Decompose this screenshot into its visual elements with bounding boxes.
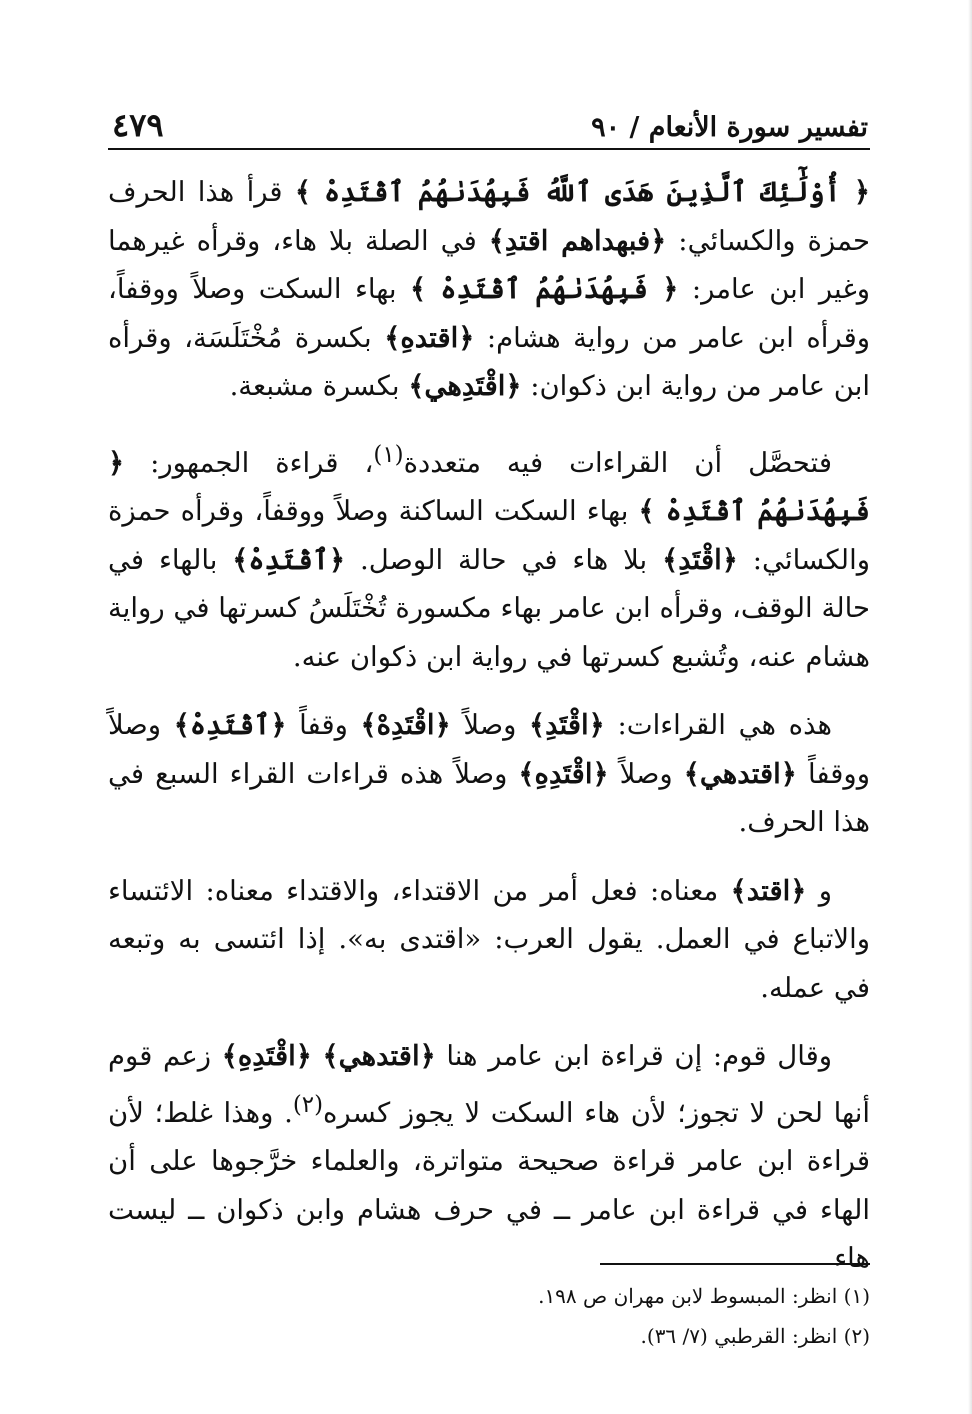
quran-reading: ﴿اقتدهي﴾	[322, 1040, 436, 1073]
text-run	[312, 1040, 323, 1072]
quran-reading: ﴿اقْتَدِهْ﴾	[360, 709, 451, 742]
text-run: فتحصَّل أن القراءات فيه متعددة	[403, 446, 833, 479]
running-header	[108, 104, 870, 150]
footnote-marker: (٢)	[292, 1091, 324, 1118]
quran-reading: ﴿اقْتَدِ﴾	[529, 709, 605, 742]
text-run: وصلاً	[450, 709, 530, 742]
text-run: وصلاً ووقفاً	[108, 709, 870, 790]
text-run: بهاء السكت الساكنة وصلاً ووقفاً، وقرأه حمزة والكسائي:	[108, 495, 870, 576]
text-run: في الصلة بلا هاء، وقرأه غيرهما وغير ابن عامر:	[108, 224, 870, 305]
footnotes	[108, 1276, 870, 1356]
quran-reading: ﴿اقْتَدِهِ﴾	[518, 757, 609, 790]
paragraph	[108, 431, 870, 682]
quran-reading: ﴿ أُوْلَٰٓئِكَ ٱلَّذِينَ هَدَى ٱللَّهُ فَبِهُدَىٰهُمُ ٱقْتَدِهْ ﴾	[294, 176, 870, 208]
footnote-1: (١) انظر: المبسوط لابن مهران ص ١٩٨.	[538, 1284, 870, 1308]
quran-reading: ﴿اقتدهي﴾	[683, 757, 797, 790]
quran-reading: ﴿فبهداهم اقتدِ﴾	[488, 224, 667, 257]
page-number: ٤٧٩	[112, 106, 164, 144]
text-run: وقفاً	[286, 709, 361, 742]
quran-reading: ﴿اقتد﴾	[730, 874, 807, 907]
paragraph	[108, 168, 870, 411]
text-run: هذه هي القراءات:	[604, 709, 833, 742]
footnote-2: (٢) انظر: القرطبي (٧/ ٣٦).	[640, 1324, 870, 1348]
footnote-marker: (١)	[373, 441, 404, 468]
scan-edge-shadow	[968, 0, 972, 1414]
text-run: بكسرة مُخْتَلَسَة، وقرأه ابن عامر من رواية ابن ذكوان:	[108, 321, 870, 402]
quran-reading: ﴿اقْتَدِ﴾	[662, 543, 738, 576]
quran-reading: ﴿ فَبِهُدَىٰهُمُ ٱقْتَدِهْ ﴾	[410, 273, 679, 305]
body-text	[108, 168, 870, 1303]
quran-reading: ﴿ٱقْتَدِهْ﴾	[232, 543, 346, 576]
footnote-divider	[600, 1263, 870, 1265]
quran-reading: ﴿اقْتَدِهِ﴾	[221, 1040, 312, 1073]
text-run: وصلاً	[608, 757, 684, 790]
quran-reading: ﴿اقْتَدِهي﴾	[408, 370, 522, 402]
paragraph	[108, 867, 870, 1013]
text-run: ، قراءة الجمهور:	[124, 446, 374, 479]
text-run: معناه: فعل أمر من الاقتداء، والاقتداء معناه: الائتساء والاتباع في العمل. يقول العرب: «اقتدى به». إذا ائتسى به وتبعه في عمله.	[108, 874, 870, 1004]
text-run: زعم قوم أنها لحن لا تجوز؛ لأن هاء السكت لا يجوز كسره	[108, 1040, 870, 1129]
text-run: و	[806, 874, 832, 907]
paragraph	[108, 1032, 870, 1283]
text-run: وقال قوم: إن قراءة ابن عامر هنا	[435, 1040, 832, 1073]
quran-reading: ﴿اقتدهِ﴾	[384, 321, 475, 354]
text-run: وصلاً هذه قراءات القراء السبع في هذا الحرف.	[108, 757, 870, 839]
text-run: بلا هاء في حالة الوصل.	[345, 543, 663, 576]
text-run: قرأ هذا الحرف حمزة والكسائي:	[108, 176, 871, 257]
quran-reading: ﴿ فَبِهُدَىٰهُمُ ٱقْتَدِهْ ﴾	[108, 446, 870, 528]
text-run: بهاء السكت وصلاً ووقفاً، وقرأه ابن عامر من رواية هشام:	[108, 273, 870, 354]
text-run: . وهذا غلط؛ لأن قراءة ابن عامر قراءة صحيحة متواترة، والعلماء خرَّجوها على أن الهاء في قراءة ابن عامر ــ في حرف هشام وابن ذكوان ــ ليست هاء	[108, 1096, 870, 1275]
text-run: بكسرة مشبعة.	[229, 370, 409, 402]
text-run: بالهاء في حالة الوقف، وقرأه ابن عامر بهاء مكسورة تُخْتَلَسُ كسرتها في رواية هشام عنه، وتُشبع كسرتها في رواية ابن ذكوان عنه.	[108, 543, 870, 673]
header-title: تفسير سورة الأنعام / ٩٠	[591, 112, 868, 143]
quran-reading: ﴿ٱقْتَدِهْ﴾	[173, 709, 287, 742]
paragraph	[108, 701, 870, 847]
